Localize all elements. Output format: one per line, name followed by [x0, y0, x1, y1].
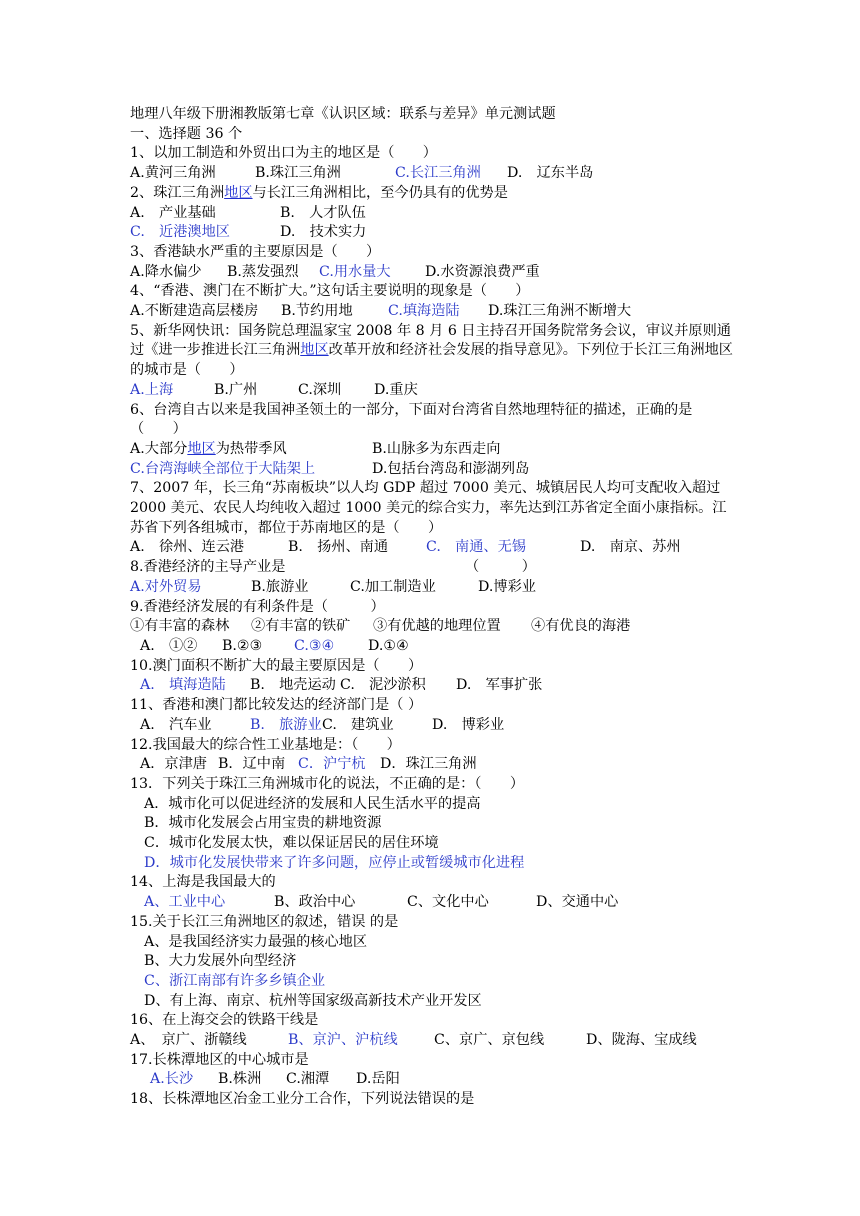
option-a: A.降水偏少	[130, 263, 202, 280]
region-link[interactable]: 地区	[300, 342, 329, 359]
option-b: B. 人才队伍	[280, 204, 366, 221]
question-6-options-row2	[130, 460, 740, 480]
question-9-options	[130, 637, 740, 657]
option-c-answer: C.台湾海峡全部位于大陆架上	[130, 460, 316, 477]
option-d: D．珠江三角洲	[380, 756, 477, 773]
option-b: B. 地壳运动	[250, 677, 336, 694]
question-11-options	[130, 716, 740, 736]
question-5	[130, 322, 740, 381]
option-a: A. 汽车业	[140, 716, 212, 733]
option-b-answer: B. 旅游业	[250, 716, 322, 733]
option-d: D. 博彩业	[432, 716, 505, 733]
option-c-answer: C.长江三角洲	[395, 165, 481, 182]
option-a: A. 产业基础	[130, 204, 216, 221]
option-a: A. 徐州、连云港	[130, 539, 245, 556]
option-c-answer: C．沪宁杭	[298, 756, 366, 773]
option-c-answer: C.用水量大	[319, 263, 391, 280]
option-d: D. 南京、苏州	[580, 539, 681, 556]
question-9-statements	[130, 617, 740, 637]
option-b: B.旅游业	[251, 578, 309, 595]
region-link[interactable]: 地区	[224, 184, 253, 201]
question-17: 17.长株潭地区的中心城市是	[130, 1051, 309, 1068]
question-11: 11、香港和澳门都比较发达的经济部门是（ ）	[130, 697, 423, 714]
question-15-option-d: D、有上海、南京、杭州等国家级高新技术产业开发区	[144, 992, 482, 1009]
question-1: 1、以加工制造和外贸出口为主的地区是（ ）	[130, 145, 437, 162]
question-5-text-rest: 改革开放和经济社会发展的指导意见》。下列位于长江三角洲地区的城市是（ ）	[130, 342, 733, 379]
option-a	[130, 440, 372, 460]
question-15: 15.关于长江三角洲地区的叙述，错误 的是	[130, 913, 399, 930]
option-c: C.加工制造业	[350, 578, 436, 595]
option-c-answer: C.填海造陆	[388, 303, 460, 320]
question-13: 13．下列关于珠江三角洲城市化的说法，不正确的是：（ ）	[130, 775, 525, 792]
region-link[interactable]: 地区	[187, 440, 216, 457]
question-14-options	[130, 893, 740, 913]
question-4: 4、“香港、澳门在不断扩大。”这句话主要说明的现象是（ ）	[130, 283, 530, 300]
option-d: D、陇海、宝成线	[586, 1032, 697, 1049]
question-3: 3、香港缺水严重的主要原因是（ ）	[130, 243, 381, 260]
question-5-options	[130, 381, 740, 401]
section-heading: 一、选择题 36 个	[130, 125, 243, 142]
option-c: C. 建筑业	[322, 716, 394, 733]
question-18: 18、长株潭地区冶金工业分工合作，下列说法错误的是	[130, 1091, 475, 1108]
option-a: A.黄河三角洲	[130, 165, 216, 182]
option-a: A、 京广、浙赣线	[130, 1032, 247, 1049]
question-6: 6、台湾自古以来是我国神圣领土的一部分，下面对台湾省自然地理特征的描述，正确的是（ ）	[130, 401, 693, 438]
option-c: C.湘潭	[286, 1071, 330, 1088]
option-b: B．辽中南	[218, 756, 286, 773]
question-13-option-d-answer: D．城市化发展快带来了许多问题，应停止或暂缓城市化进程	[144, 854, 525, 871]
option-d: D.水资源浪费严重	[425, 263, 540, 280]
question-10: 10.澳门面积不断扩大的最主要原因是（ ）	[130, 657, 423, 674]
option-a: A．京津唐	[140, 756, 207, 773]
option-a-text: A.大部分	[130, 440, 188, 457]
question-1-options	[130, 164, 740, 184]
option-c: C. 泥沙淤积	[340, 677, 426, 694]
question-7-options	[130, 538, 740, 558]
statement-4: ④有优良的海港	[531, 618, 631, 635]
question-16-options	[130, 1031, 740, 1051]
option-d: D、交通中心	[536, 894, 619, 911]
option-d: D.岳阳	[356, 1071, 400, 1088]
option-b: B.②③	[222, 637, 263, 654]
option-b: B.山脉多为东西走向	[372, 440, 501, 457]
option-c: C.深圳	[298, 381, 342, 398]
option-b: B.珠江三角洲	[255, 165, 341, 182]
question-13-option-a: A．城市化可以促进经济的发展和人民生活水平的提高	[144, 795, 481, 812]
option-a-answer: A.对外贸易	[130, 578, 202, 595]
question-2-stem-rest: 与长江三角洲相比，至今仍具有的优势是	[252, 184, 508, 201]
question-2-options-row1	[130, 204, 740, 224]
document-body	[130, 105, 740, 1110]
option-b: B.株洲	[218, 1071, 262, 1088]
question-10-options	[130, 676, 740, 696]
option-a: A.不断建造高层楼房	[130, 303, 259, 320]
option-a: A. ①②	[140, 637, 198, 654]
question-2	[130, 184, 740, 204]
document-title: 地理八年级下册湘教版第七章《认识区域：联系与差异》单元测试题	[130, 106, 556, 122]
question-4-options	[130, 302, 740, 322]
question-12: 12.我国最大的综合性工业基地是：（ ）	[130, 736, 401, 753]
answer-parentheses: （ ）	[465, 559, 536, 576]
option-c-answer: C.③④	[294, 637, 335, 654]
question-8	[130, 558, 740, 578]
question-13-option-c: C．城市化发展太快，难以保证居民的居住环境	[144, 835, 439, 852]
option-d: D.重庆	[374, 381, 418, 398]
question-3-options	[130, 263, 740, 283]
question-15-option-c-answer: C、浙江南部有许多乡镇企业	[144, 972, 326, 989]
option-b: B、政治中心	[274, 894, 356, 911]
question-9: 9.香港经济发展的有利条件是（ ）	[130, 598, 385, 615]
statement-1: ①有丰富的森林	[130, 618, 230, 635]
question-2-options-row2	[130, 223, 740, 243]
option-c-answer: C. 南通、无锡	[426, 539, 526, 556]
question-6-options-row1	[130, 440, 740, 460]
option-c-answer: C. 近港澳地区	[130, 224, 230, 241]
option-d: D. 辽东半岛	[507, 165, 594, 182]
option-b: B.节约用地	[281, 303, 353, 320]
question-7: 7、2007 年，长三角“苏南板块”以人均 GDP 超过 7000 美元、城镇居民人均可支配收入超过 2000 美元、农民人均纯收入超过 1000 美元的综合实力，率先达到江苏省定全面小康指标。江苏省下列各组城市，都位于苏南地区的是（ ）	[130, 480, 727, 536]
option-b: B.蒸发强烈	[227, 263, 299, 280]
option-a-answer: A、工业中心	[144, 894, 226, 911]
question-12-options	[130, 755, 740, 775]
statement-2: ②有丰富的铁矿	[251, 618, 351, 635]
option-d: D. 技术实力	[280, 224, 367, 241]
option-d: D.①④	[368, 637, 409, 654]
option-c: C、京广、京包线	[434, 1032, 545, 1049]
question-2-stem: 2、珠江三角洲	[130, 184, 225, 201]
option-d: D.包括台湾岛和澎湖列岛	[372, 460, 530, 477]
question-15-option-a: A、是我国经济实力最强的核心地区	[144, 933, 368, 950]
question-17-options	[130, 1070, 740, 1090]
question-8-stem: 8.香港经济的主导产业是	[130, 559, 286, 576]
statement-3: ③有优越的地理位置	[373, 618, 501, 635]
question-14: 14、上海是我国最大的	[130, 874, 276, 891]
option-a-answer: A. 填海造陆	[140, 677, 226, 694]
option-d: D.博彩业	[478, 578, 536, 595]
option-c: C、文化中心	[407, 894, 489, 911]
option-d: D. 军事扩张	[456, 677, 543, 694]
question-16: 16、在上海交会的铁路干线是	[130, 1012, 319, 1029]
question-5-text: 5、新华网快讯：国务院总理温家宝 2008 年 8 月 6 日主持召开国务院常务会议，审议并原则通过《进一步推进长江三角洲	[130, 322, 731, 359]
question-15-option-b: B、大力发展外向型经济	[144, 953, 297, 970]
option-a-answer: A.长沙	[150, 1071, 194, 1088]
option-a-answer: A.上海	[130, 381, 174, 398]
option-b: B. 扬州、南通	[288, 539, 389, 556]
option-d: D.珠江三角洲不断增大	[488, 303, 632, 320]
question-13-option-b: B．城市化发展会占用宝贵的耕地资源	[144, 815, 382, 832]
option-b: B.广州	[214, 381, 258, 398]
question-8-options	[130, 578, 740, 598]
option-a-text-rest: 为热带季风	[215, 440, 287, 457]
option-b-answer: B、京沪、沪杭线	[288, 1032, 398, 1049]
